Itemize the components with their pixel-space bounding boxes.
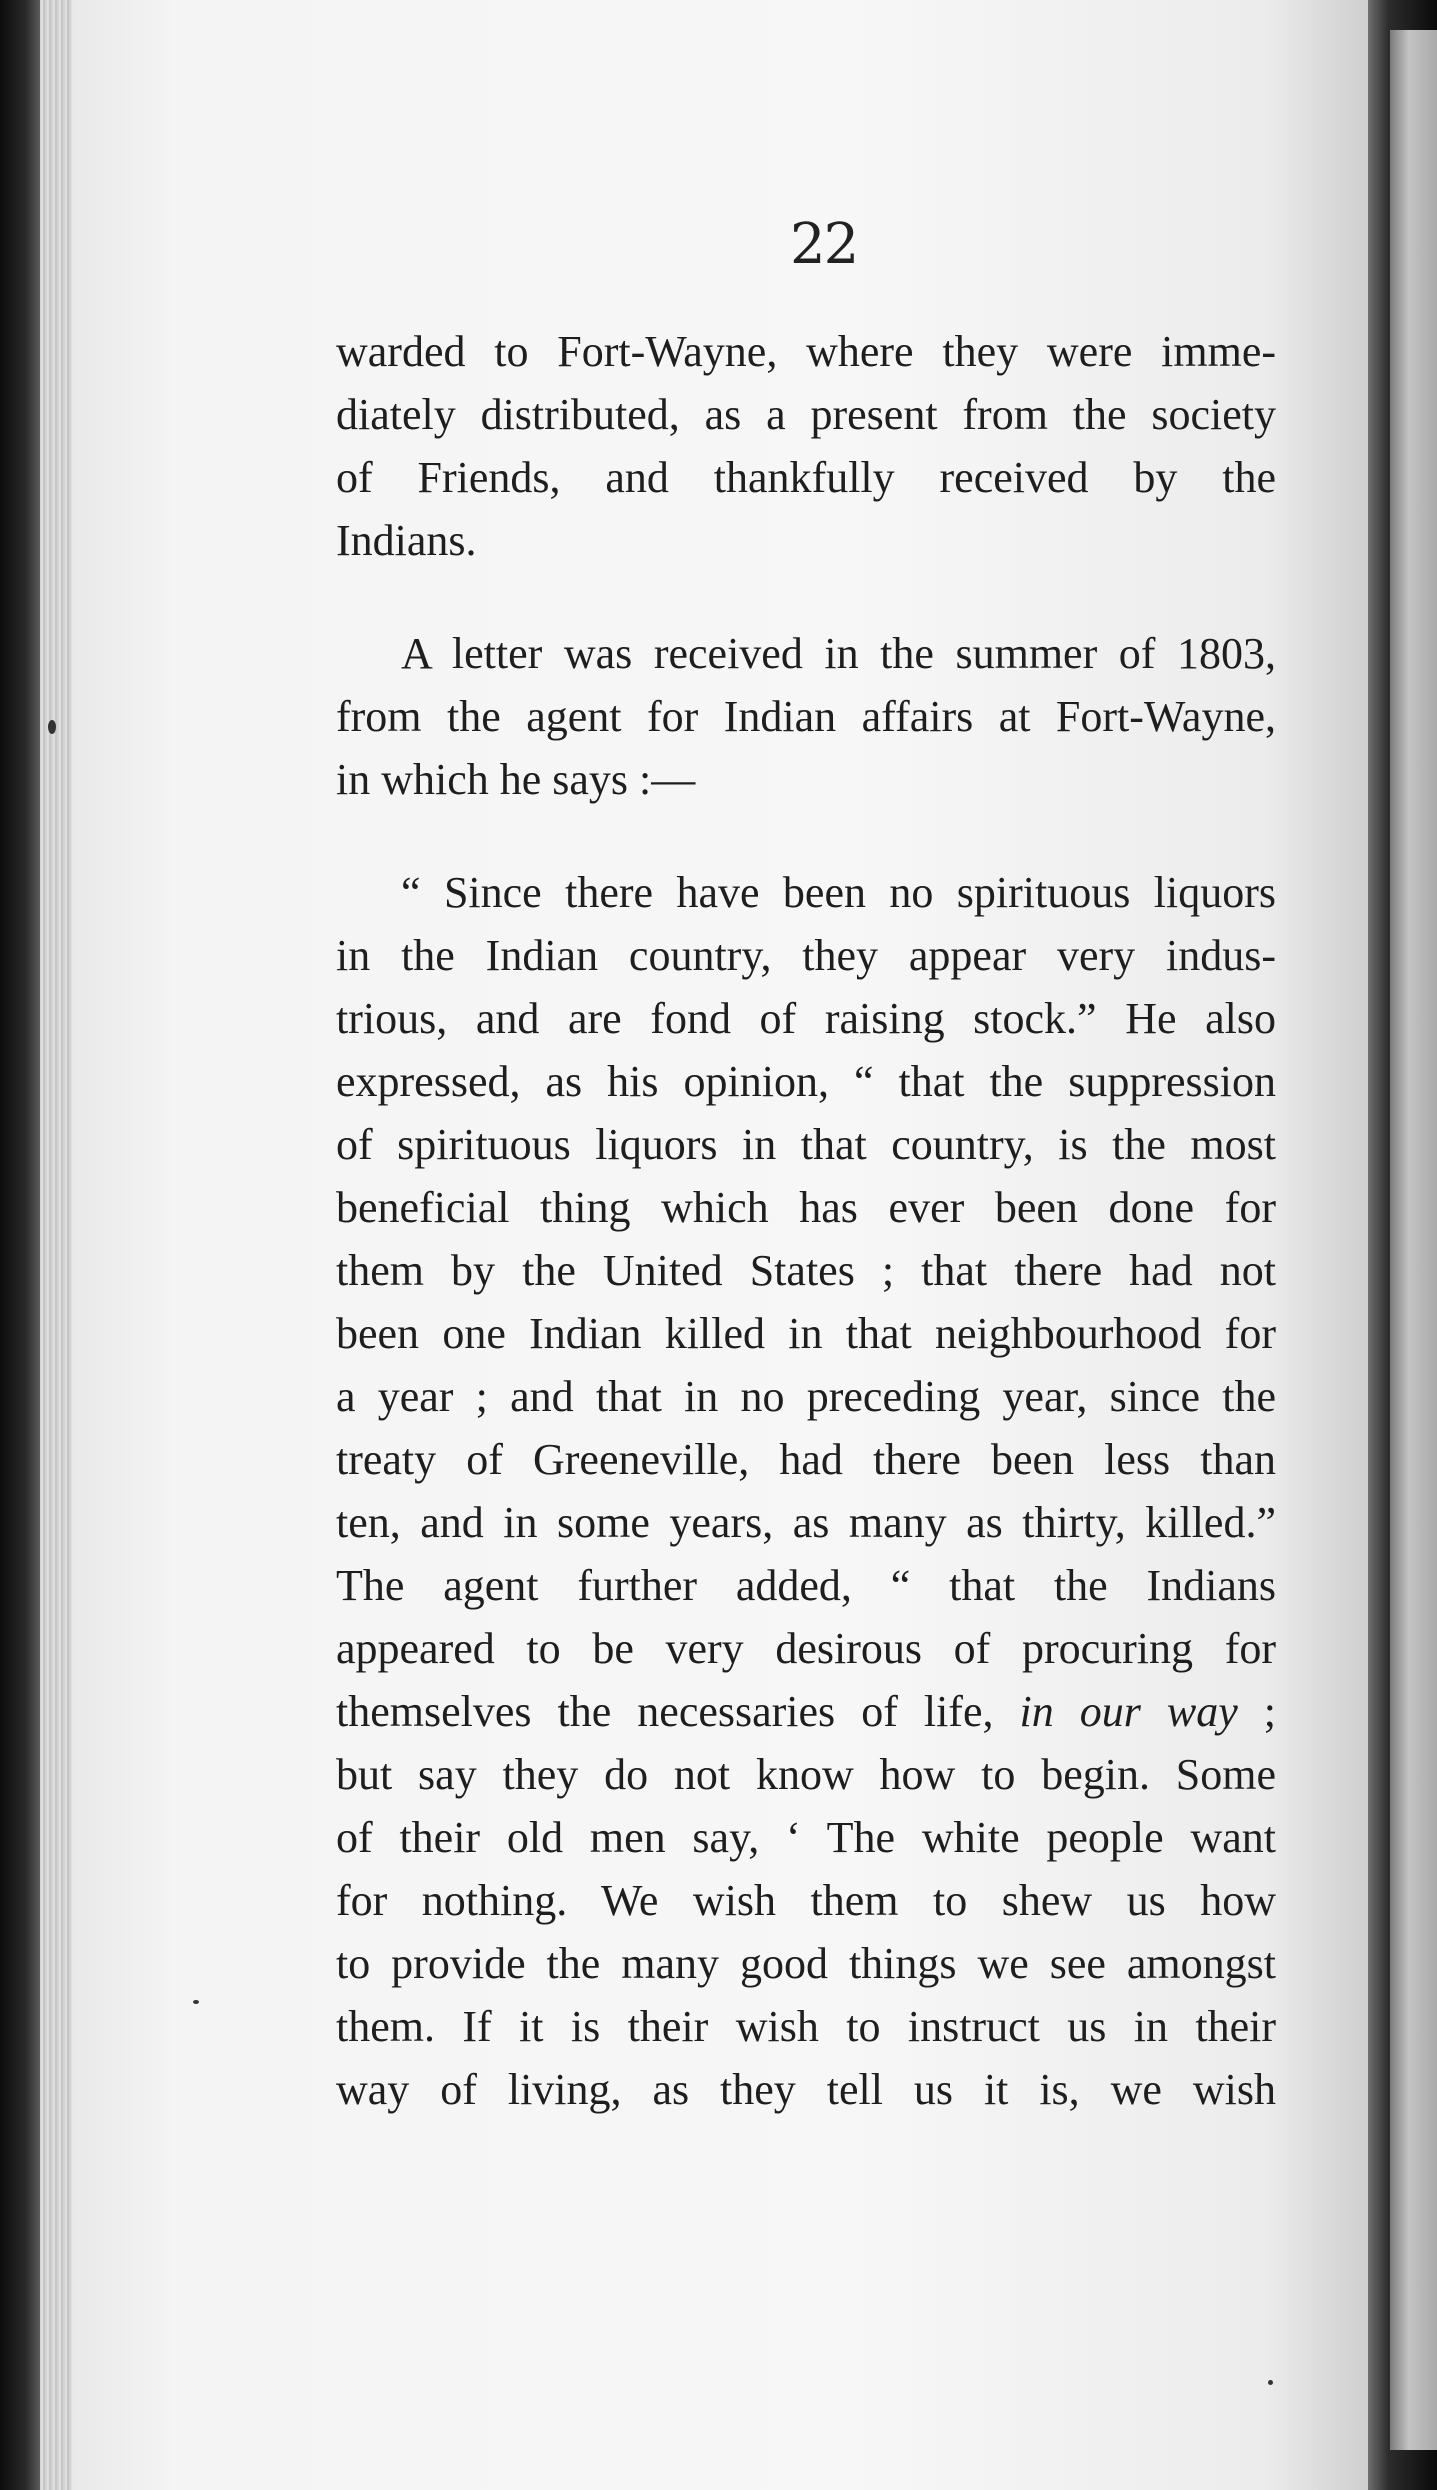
text-line: beneficial thing which has ever been done for (336, 1183, 1276, 1232)
text-run: themselves the necessaries of life, (336, 1687, 1020, 1736)
text-line: way of living, as they tell us it is, we wish (336, 2065, 1276, 2114)
paragraph-1 (336, 320, 1276, 572)
text-line: of their old men say, ‘ The white people want (336, 1813, 1276, 1862)
ink-speck (48, 720, 56, 734)
italic-phrase: in our way (1019, 1687, 1238, 1736)
text-line: diately distributed, as a present from the society (336, 390, 1276, 439)
text-line: warded to Fort-Wayne, where they were imme- (336, 327, 1276, 376)
text-line: a year ; and that in no preceding year, since the (336, 1372, 1276, 1421)
paragraph-3 (336, 861, 1276, 2121)
text-line: for nothing. We wish them to shew us how (336, 1876, 1276, 1925)
paragraph-2 (336, 622, 1276, 811)
text-line: of spirituous liquors in that country, is the most (336, 1120, 1276, 1169)
text-line: appeared to be very desirous of procuring for (336, 1624, 1276, 1673)
text-line: expressed, as his opinion, “ that the suppression (336, 1057, 1276, 1106)
text-line: in the Indian country, they appear very indus- (336, 931, 1276, 980)
facing-page-edge (1390, 30, 1437, 2450)
text-line: The agent further added, “ that the Indians (336, 1561, 1276, 1610)
body-text (336, 320, 1276, 2121)
text-line: Indians. (336, 516, 477, 565)
ink-speck (1268, 2380, 1273, 2385)
text-line: treaty of Greeneville, had there been less than (336, 1435, 1276, 1484)
ink-speck (193, 2000, 199, 2004)
text-line: them. If it is their wish to instruct us in their (336, 2002, 1276, 2051)
text-line: of Friends, and thankfully received by the (336, 453, 1276, 502)
text-line: them by the United States ; that there had not (336, 1246, 1276, 1295)
text-line: from the agent for Indian affairs at Fort-Wayne, (336, 692, 1276, 741)
page-number: 22 (790, 212, 858, 277)
text-line: A letter was received in the summer of 1803, (401, 629, 1276, 678)
text-line: ten, and in some years, as many as thirty, killed.” (336, 1498, 1276, 1547)
text-line: in which he says :— (336, 755, 696, 804)
text-line: trious, and are fond of raising stock.” He also (336, 994, 1276, 1043)
text-line-with-italic (336, 1680, 1276, 1743)
text-line: to provide the many good things we see amongst (336, 1939, 1276, 1988)
text-line: “ Since there have been no spirituous liquors (401, 868, 1276, 917)
text-line: been one Indian killed in that neighbourhood for (336, 1309, 1276, 1358)
text-line: but say they do not know how to begin. Some (336, 1750, 1276, 1799)
text-run: ; (1237, 1687, 1276, 1736)
